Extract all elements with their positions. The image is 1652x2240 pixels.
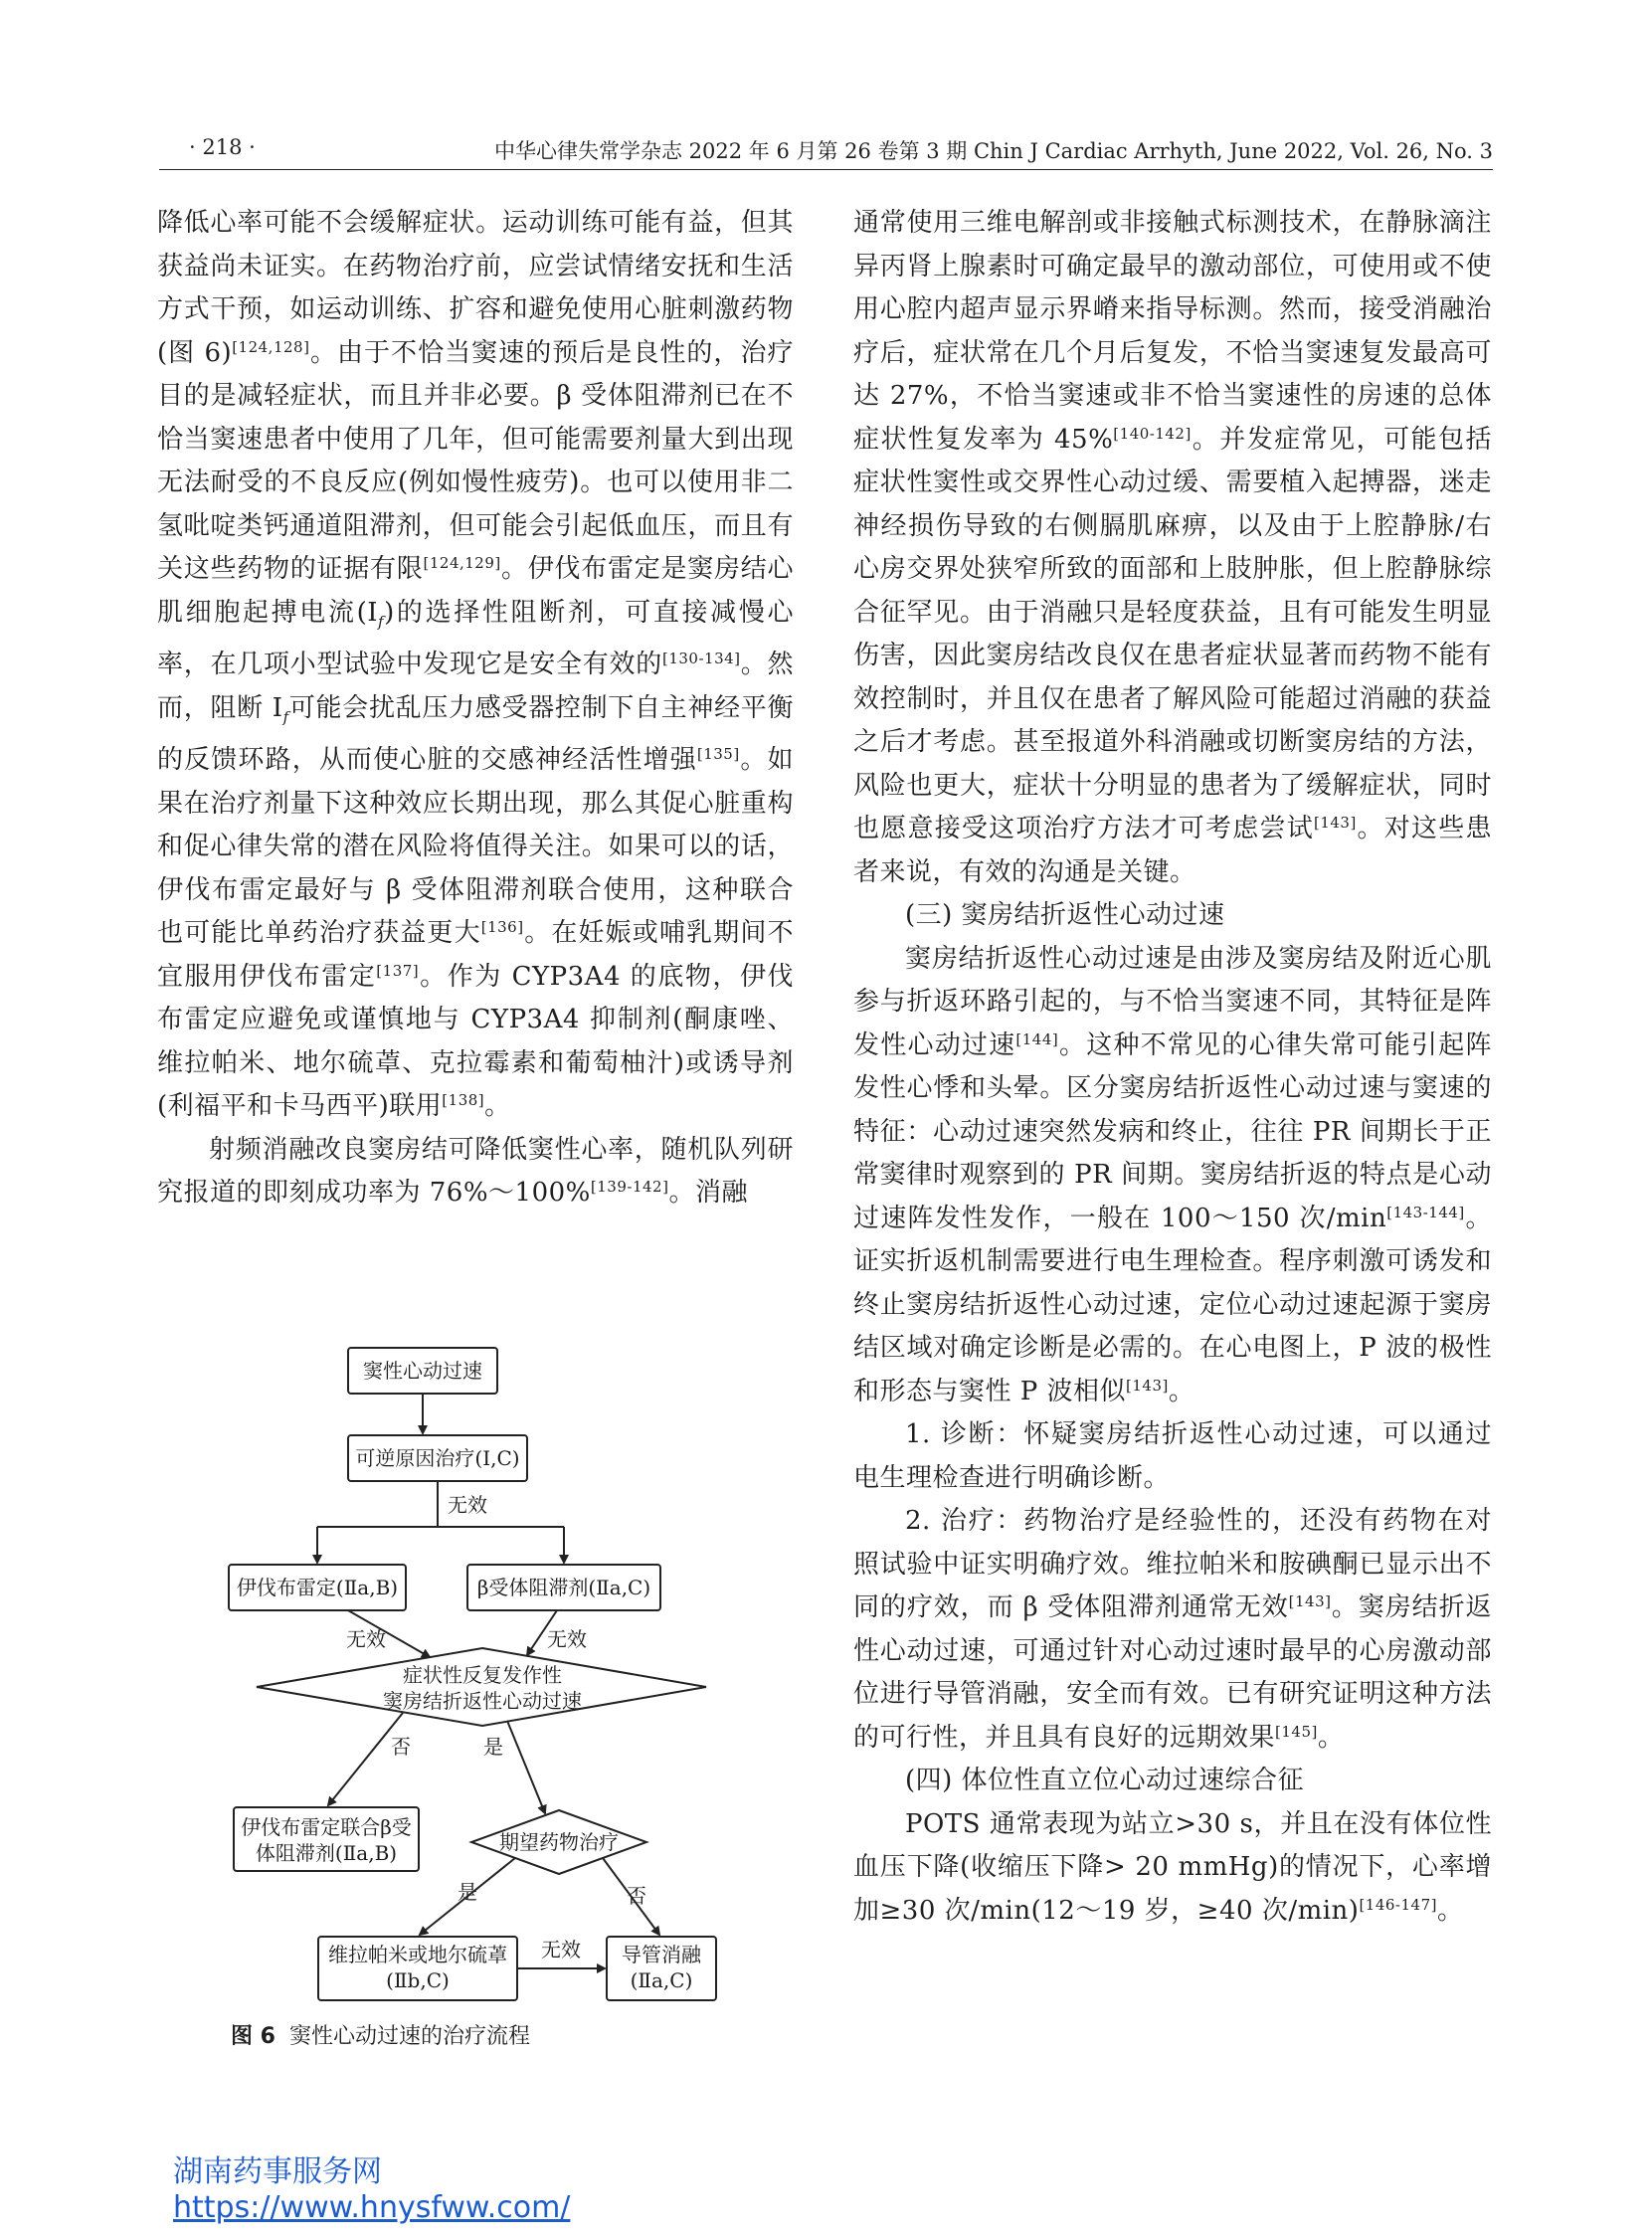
citation: [136] [480, 918, 524, 937]
label-no-2: 否 [627, 1884, 646, 1908]
footer-site-name: 湖南药事服务网 [173, 2154, 382, 2189]
label-decision2: 期望药物治疗 [499, 1830, 619, 1854]
figure-caption-text: 窦性心动过速的治疗流程 [288, 2024, 530, 2049]
citation: [137] [376, 961, 420, 980]
label-yes-1: 是 [483, 1735, 503, 1759]
section-heading-4: (四) 体位性直立位心动过速综合征 [905, 1766, 1305, 1795]
citation: [124,129] [423, 554, 501, 572]
paragraph-diagnosis: 1. 诊断：怀疑窦房结折返性心动过速，可以通过电生理检查进行明确诊断。 [853, 1419, 1492, 1493]
label-decision1-line2: 窦房结折返性心动过速 [383, 1689, 582, 1713]
citation: [130-134] [661, 650, 741, 668]
paragraph-treatment: 2. 治疗：药物治疗是经验性的，还没有药物在对照试验中证实明确疗效。维拉帕米和胺碘酮已显示出不同的疗效，而 β 受体阻滞剂通常无效[143]。窦房结折返性心动过速，可通过针对心动过速时最早的心房激动部位进行导管消融，安全而有效。已有研究证明这种方法的可行性，并且具有良好的远期效果[145]。 [853, 1506, 1492, 1753]
paragraph-right-2: 窦房结折返性心动过速是由涉及窦房结及附近心肌参与折返环路引起的，与不恰当窦速不同，其特征是阵发性心动过速[144]。这种不常见的心律失常可能引起阵发性心悸和头晕。区分窦房结折返性心动过速与窦速的特征：心动过速突然发病和终止，往往 PR 间期长于正常窦律时观察到的 PR 间期。窦房结折返的特点是心动过速阵发性发作，一般在 100～150 次/min[143-144]。证实折返机制需要进行电生理检查。程序刺激可诱发和终止窦房结折返性心动过速，定位心动过速起源于窦房结区域对确定诊断是必需的。在心电图上，P 波的极性和形态与窦性 P 波相似[143]。 [853, 943, 1492, 1406]
label-start: 窦性心动过速 [363, 1359, 482, 1383]
citation: [140-142] [1113, 424, 1192, 443]
label-ivabradine: 伊伐布雷定(Ⅱa,B) [236, 1576, 399, 1599]
label-yes-2: 是 [458, 1880, 477, 1904]
citation: [143] [1313, 814, 1357, 832]
left-column [157, 202, 794, 1215]
flowchart-figure [169, 1318, 796, 2054]
citation: [135] [696, 745, 740, 764]
citation: [146-147] [1359, 1895, 1437, 1914]
citation: [145] [1275, 1722, 1318, 1741]
paragraph-right-1: 通常使用三维电解剖或非接触式标测技术，在静脉滴注异丙肾上腺素时可确定最早的激动部位，可使用或不使用心腔内超声显示界嵴来指导标测。然而，接受消融治疗后，症状常在几个月后复发，不恰当窦速复发最高可达 27%，不恰当窦速或非不恰当窦速性的房速的总体症状性复发率为 45%[140-142]。并发症常见，可能包括症状性窦性或交界性心动过缓、需要植入起搏器，迷走神经损伤导致的右侧膈肌麻痹，以及由于上腔静脉/右心房交界处狭窄所致的面部和上肢肿胀，但上腔静脉综合征罕见。由于消融只是轻度获益，且有可能发生明显伤害，因此窦房结改良仅在患者症状显著而药物不能有效控制时，并且仅在患者了解风险可能超过消融的获益之后才考虑。甚至报道外科消融或切断窦房结的方法，风险也更大，症状十分明显的患者为了缓解症状，同时也愿意接受这项治疗方法才可考虑尝试[143]。对这些患者来说，有效的沟通是关键。 [853, 208, 1492, 887]
footer-url-link[interactable]: https://www.hnysfww.com/ [173, 2190, 571, 2225]
edge-decision-no [328, 1713, 403, 1805]
figure-caption [231, 2019, 530, 2050]
section-heading-3: (三) 窦房结折返性心动过速 [905, 900, 1225, 930]
citation: [124,128] [232, 337, 310, 356]
label-no-1: 否 [391, 1735, 411, 1759]
figure-caption-label: 图 6 [231, 2024, 275, 2049]
journal-citation: 中华心律失常学杂志 2022 年 6 月第 26 卷第 3 期 Chin J Cardiac Arrhyth, June 2022, Vol. 26, No. 3 [494, 139, 1493, 163]
subscript: f [282, 707, 289, 726]
label-ablation-line1: 导管消融 [622, 1943, 701, 1966]
label-combo-line2: 体阻滞剂(Ⅱa,B) [255, 1841, 398, 1865]
label-ablation-line2: (Ⅱa,C) [630, 1968, 693, 1992]
label-ineffective-4: 无效 [541, 1938, 581, 1961]
node-decision-symptomatic [257, 1648, 706, 1726]
citation: [144] [1015, 1029, 1059, 1048]
edge-decision-yes [507, 1721, 545, 1813]
flowchart-svg [169, 1318, 796, 2014]
label-reversible: 可逆原因治疗(I,C) [355, 1446, 520, 1470]
paragraph-left-2: 射频消融改良窦房结可降低窦性心率，随机队列研究报道的即刻成功率为 76%～100%[139-142]。消融 [157, 1134, 794, 1209]
paragraph-right-pots: POTS 通常表现为站立>30 s，并且在没有体位性血压下降(收缩压下降> 20 mmHg)的情况下，心率增加≥30 次/min(12～19 岁，≥40 次/min)[146-147]。 [853, 1808, 1492, 1926]
citation: [143-144] [1386, 1203, 1465, 1221]
citation: [143] [1288, 1592, 1332, 1610]
citation: [139-142] [590, 1178, 669, 1197]
label-beta-blocker: β受体阻滞剂(Ⅱa,C) [476, 1576, 651, 1599]
label-ineffective-2: 无效 [346, 1627, 386, 1651]
label-verapamil-line2: (Ⅱb,C) [386, 1968, 450, 1992]
label-decision1-line1: 症状性反复发作性 [403, 1663, 562, 1687]
watermark-footer [173, 2154, 570, 2226]
label-combo-line1: 伊伐布雷定联合β受 [241, 1815, 412, 1839]
right-column [853, 202, 1492, 1933]
subscript: f [378, 612, 385, 631]
citation: [138] [442, 1091, 485, 1110]
page-number: · 218 · [189, 135, 256, 159]
label-verapamil-line1: 维拉帕米或地尔硫䓬 [328, 1943, 507, 1966]
label-ineffective-1: 无效 [448, 1493, 487, 1517]
page-header [159, 129, 1493, 170]
citation: [143] [1126, 1376, 1169, 1395]
label-ineffective-3: 无效 [547, 1627, 587, 1651]
paragraph-left-1: 降低心率可能不会缓解症状。运动训练可能有益，但其获益尚未证实。在药物治疗前，应尝试情绪安抚和生活方式干预，如运动训练、扩容和避免使用心脏刺激药物(图 6)[124,128]。由于不恰当窦速的预后是良性的，治疗目的是减轻症状，而且并非必要。β 受体阻滞剂已在不恰当窦速患者中使用了几年，但可能需要剂量大到出现无法耐受的不良反应(例如慢性疲劳)。也可以使用非二氢吡啶类钙通道阻滞剂，但可能会引起低血压，而且有关这些药物的证据有限[124,129]。伊伐布雷定是窦房结心肌细胞起搏电流$(I_f)$的选择性阻断剂，可直接减慢心率，在几项小型试验中发现它是安全有效的[130-134]。然而，阻断 $I_f$可能会扰乱压力感受器控制下自主神经平衡的反馈环路，从而使心脏的交感神经活性增强[135]。如果在治疗剂量下这种效应长期出现，那么其促心脏重构和促心律失常的潜在风险将值得关注。如果可以的话，伊伐布雷定最好与 β 受体阻滞剂联合使用，这种联合也可能比单药治疗获益更大[136]。在妊娠或哺乳期间不宜服用伊伐布雷定[137]。作为 CYP3A4 的底物，伊伐布雷定应避免或谨慎地与 CYP3A4 抑制剂(酮康唑、维拉帕米、地尔硫䓬、克拉霉素和葡萄柚汁)或诱导剂(利福平和卡马西平)联用[138]。 [157, 208, 794, 1122]
